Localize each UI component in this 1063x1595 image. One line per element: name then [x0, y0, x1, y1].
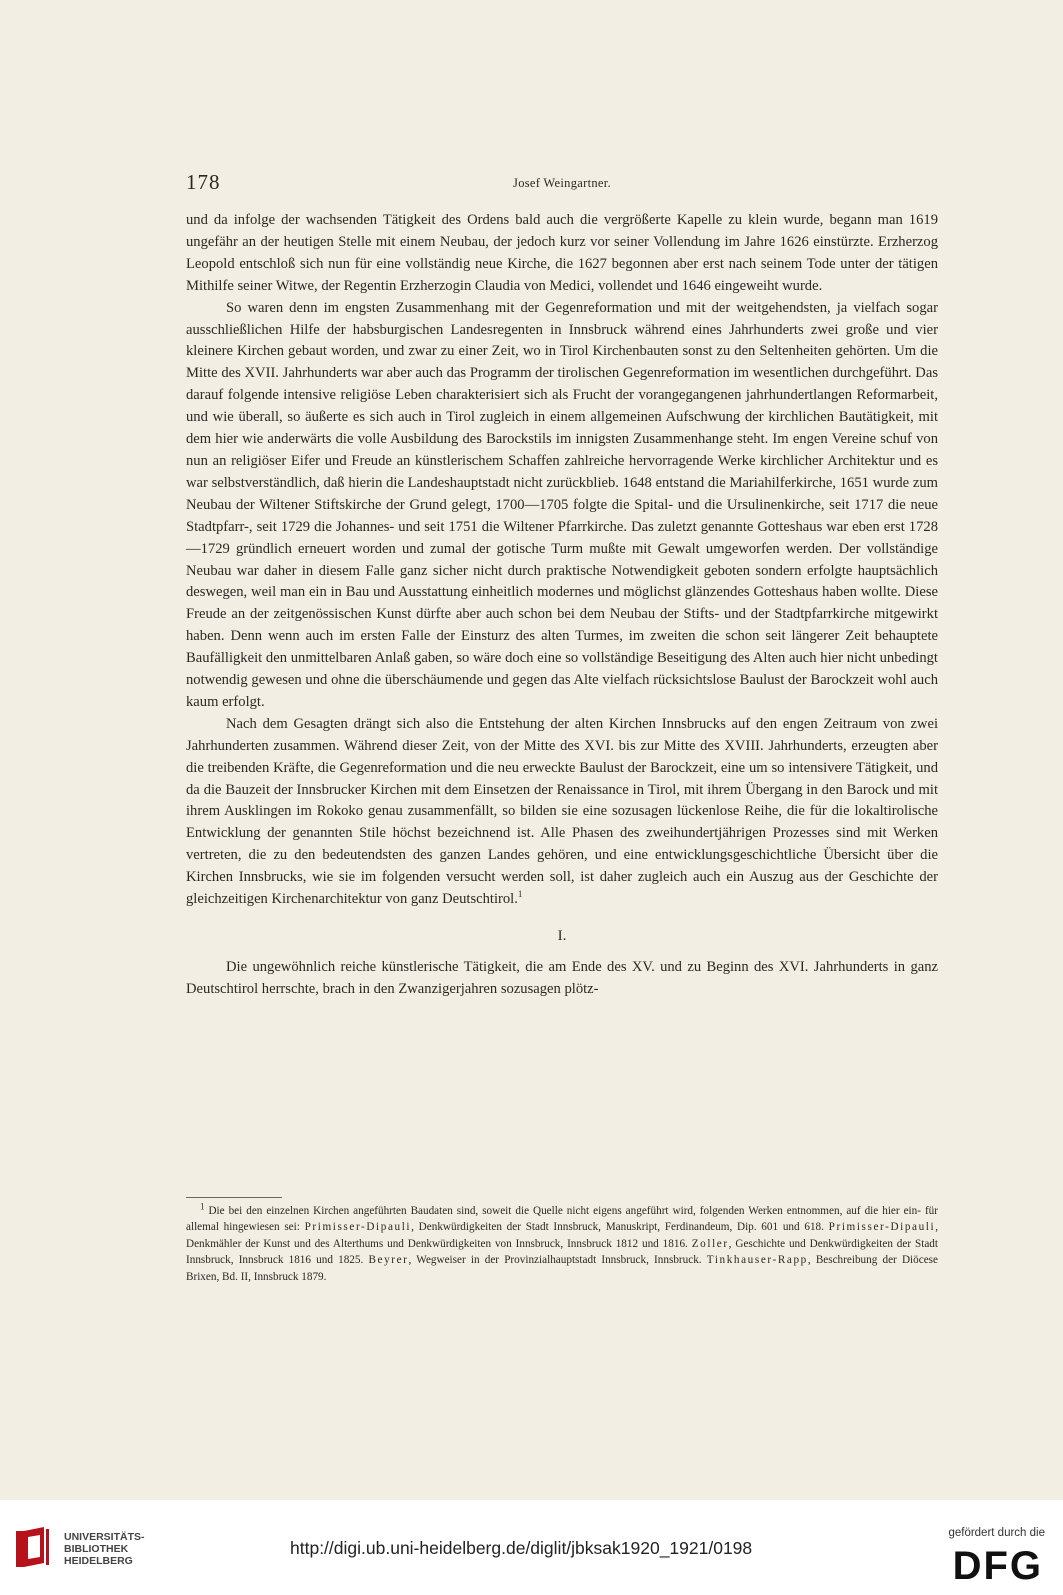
footnote-text: , Beschreibung der Diöcese Brixen, Bd. II, Innsbruck 1879. — [186, 1254, 938, 1283]
library-name[interactable] — [64, 1531, 145, 1567]
paragraph-3-text: Nach dem Gesagten drängt sich also die Entstehung der alten Kirchen Innsbrucks auf den engen Zeitraum von zwei Jahrhunderten zusammen. Während dieser Zeit, von der Mitte des XVI. bis zur Mitte des XVIII. Jahrhunderts, erzeugten aber die treibenden Kräfte, die Gegenreformation und die neu erweckte Baulust der Barockzeit, eine um so intensivere Tätigkeit, und da die Bauzeit der Innsbrucker Kirchen mit dem Einsetzen der Renaissance in Tirol, mit ihrem Übergang in den Barock und mit ihrem Ausklingen im Rokoko genau zusammenfällt, so bilden sie eine sozusagen lückenlose Reihe, die für die lokaltirolische Entwicklung der genannten Stile höchst bezeichnend ist. Alle Phasen des zweihundertjährigen Prozesses sind mit Werken vertreten, die zu den bedeutendsten des ganzen Landes gehören, und eine entwicklungsgeschichtliche Übersicht über die Kirchen Innsbrucks, wie sie im folgenden versucht werden soll, ist daher zugleich auch ein Auszug aus der Geschichte der gleichzeitigen Kirchenarchitektur von ganz Deutschtirol. — [186, 715, 938, 908]
footnote-text: , Wegweiser in der Provinzialhauptstadt Innsbruck, Innsbruck. — [408, 1254, 707, 1267]
footnote-1 — [186, 1203, 938, 1285]
footnote-author: Primisser-Dipauli — [828, 1221, 936, 1234]
footnote-divider — [186, 1197, 282, 1198]
footnote-author: Tinkhauser-Rapp — [706, 1254, 808, 1267]
paragraph-1: und da infolge der wachsenden Tätigkeit des Ordens bald auch die vergrößerte Kapelle zu klein wurde, begann man 1619 ungefähr an der heutigen Stelle mit einem Neubau, der jedoch kurz vor seiner Vollendung im Jahre 1626 einstürzte. Erzherzog Leopold entschloß sich nun für eine vollständig neue Kirche, die 1627 begonnen aber erst nach seinem Tode unter der tätigen Mithilfe seiner Witwe, der Regentin Erzherzogin Claudia von Medici, vollendet und 1646 eingeweiht wurde. — [186, 212, 938, 294]
section-heading: I. — [557, 928, 567, 944]
ub-heidelberg-logo-icon[interactable] — [14, 1525, 58, 1571]
body-text — [186, 210, 938, 1001]
footnote-text: , Geschichte und Denkwürdigkeiten der Stadt Innsbruck, Innsbruck 1816 und 1825. — [186, 1237, 938, 1267]
footnote-text: , Denkmähler der Kunst und des Alterthums und Denkwürdigkeiten von Innsbruck, Innsbruck 1812 und 1816. — [186, 1221, 938, 1250]
library-name-line: HEIDELBERG — [64, 1555, 133, 1567]
footnotes — [186, 1203, 938, 1285]
footnote-author: Beyrer — [368, 1254, 409, 1267]
footnote-text: , Denkwürdigkeiten der Stadt Innsbruck, Manuskript, Ferdinandeum, Dip. 601 und 618. — [411, 1221, 829, 1234]
dfg-logo[interactable]: DFG — [952, 1544, 1043, 1588]
footnote-marker: 1 — [200, 1201, 205, 1212]
viewer-footer — [0, 1500, 1063, 1595]
footnote-author: Zoller — [691, 1237, 729, 1250]
running-head: Josef Weingartner. — [513, 176, 611, 190]
page-number: 178 — [186, 170, 221, 194]
library-name-line: UNIVERSITÄTS- — [64, 1531, 145, 1543]
footnote-author: Primisser-Dipauli — [304, 1221, 412, 1234]
section-paragraph: Die ungewöhnlich reiche künstlerische Tätigkeit, die am Ende des XV. und zu Beginn des XVI. Jahrhunderts in ganz Deutschtirol herrschte, brach in den Zwanzigerjahren sozusagen plötz- — [186, 959, 938, 997]
page-header — [186, 170, 938, 200]
paragraph-3 — [186, 714, 938, 911]
footnote-reference[interactable]: 1 — [517, 889, 523, 900]
funding-label: gefördert durch die — [948, 1527, 1045, 1539]
permalink-url[interactable]: http://digi.ub.uni-heidelberg.de/diglit/jbksak1920_1921/0198 — [290, 1538, 753, 1558]
library-name-line: BIBLIOTHEK — [64, 1543, 129, 1555]
footnote-text: Die bei den einzelnen Kirchen angeführten Baudaten sind, soweit die Quelle nicht eigens angeführt wird, folgenden Werken entnommen, auf die hier ein- für allemal hingewiesen sei: — [186, 1205, 938, 1234]
paragraph-2: So waren denn im engsten Zusammenhang mit der Gegenreformation und mit der weitgehendsten, ja vielfach sogar ausschließlichen Hilfe der habsburgischen Landesregenten in Innsbruck während eines Jahrhunderts zwei große und vier kleinere Kirchen gebaut worden, und zwar zu einer Zeit, wo in Tirol Kirchenbauten sonst zu den Seltenheiten gehörten. Um die Mitte des XVII. Jahrhunderts war aber auch das Programm der tirolischen Gegenreformation im wesentlichen durchgeführt. Das darauf folgende intensive religiöse Leben charakterisiert sich als Frucht der vorangegangenen jahrhundertlangen Reformarbeit, und wie überall, so äußerte es sich auch in Tirol zugleich in einem allgemeinen Aufschwung der kirchlichen Bautätigkeit, mit dem hier wie anderwärts die volle Ausbildung des Barockstils im innigsten Zusammenhange steht. Im engen Vereine schuf von nun an religiöser Eifer und Freude an künstlerischem Schaffen zahlreiche hervorragende Werke kirchlicher Architektur und es war selbstverständlich, daß hierin die Landeshauptstadt nicht zurückblieb. 1648 entstand die Mariahilferkirche, 1651 wurde zum Neubau der Wiltener Stiftskirche der Grund gelegt, 1700—1705 folgte die Spital- und die Ursulinenkirche, seit 1717 die neue Stadtpfarr-, seit 1729 die Johannes- und seit 1751 die Wiltener Pfarrkirche. Das zuletzt genannte Gotteshaus war eben erst 1728—1729 gründlich erneuert worden und zumal der gotische Turm mußte mit Gewalt umgeworfen werden. Der vollständige Neubau war daher in diesem Falle ganz sicher nicht durch praktische Notwendigkeit geboten sondern erfolgte hauptsächlich deswegen, weil man ein in Bau und Ausstattung einheitlich modernes und möglichst glänzendes Gotteshaus haben wollte. Diese Freude an der zeitgenössischen Kunst dürfte aber auch schon bei dem Neubau der Stifts- und der Stadtpfarrkirche mitgewirkt haben. Denn wenn auch im ersten Falle der Einsturz des alten Turmes, im zweiten die schon seit längerer Zeit behauptete Baufälligkeit den unmittelbaren Anlaß gaben, so wäre doch eine so vollständige Beseitigung des Alten auch hier nicht unbedingt notwendig gewesen und ohne die überschäumende und gegen das Alte vielfach rücksichtslose Baulust der Barockzeit wohl auch kaum erfolgt. — [186, 299, 938, 710]
